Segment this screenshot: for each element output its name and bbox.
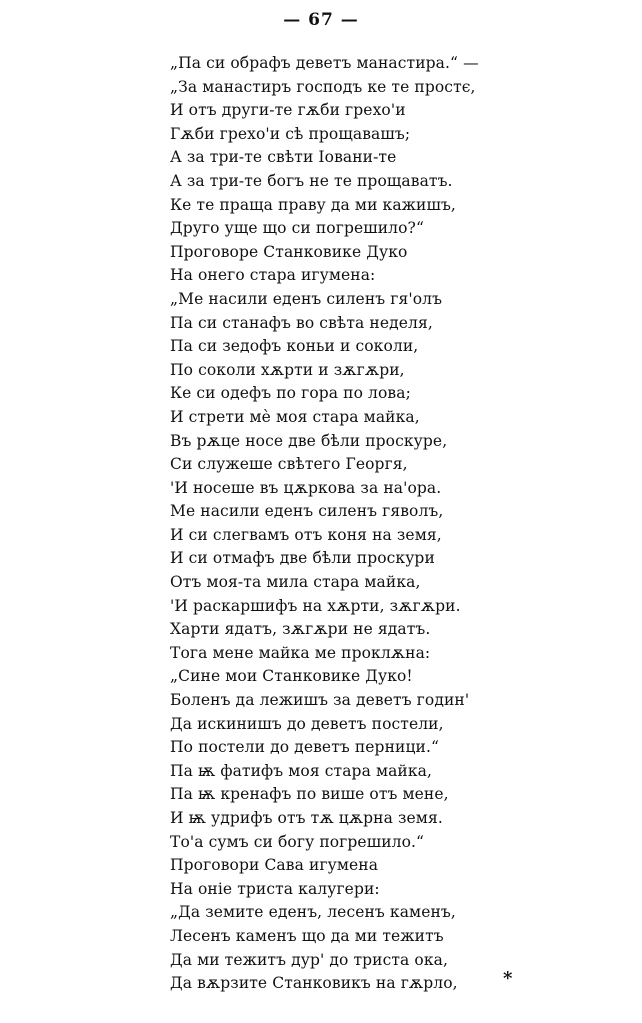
poem-line: Друго уще що си погрешило?“ bbox=[170, 219, 424, 238]
poem-line: Въ рѫце носе две бѣли проскуре, bbox=[170, 431, 448, 450]
footnote-asterisk: * bbox=[503, 968, 513, 989]
poem-line: На онего стара игумена: bbox=[170, 266, 376, 285]
poem-line: Лесенъ каменъ що да ми тежитъ bbox=[170, 926, 444, 945]
poem-line: „Да земите еденъ, лесенъ каменъ, bbox=[170, 903, 456, 922]
poem-line: И ѭ удрифъ отъ тѫ цѫрна земя. bbox=[170, 809, 443, 827]
poem-line: По постели до деветъ перници.“ bbox=[170, 738, 439, 757]
poem-line: И стрети мѐ моя стара майка, bbox=[170, 407, 420, 426]
poem-text bbox=[162, 52, 502, 996]
poem-line: 'И раскаршифъ на хѫрти, зѫгѫри. bbox=[170, 596, 461, 615]
poem-line: А за три-те богъ не те прощаватъ. bbox=[170, 171, 453, 190]
poem-line: Ке си одефъ по гора по лова; bbox=[170, 384, 411, 403]
poem-line: По соколи хѫрти и зѫгѫри, bbox=[170, 360, 405, 379]
poem-line: Па ѭ кренафъ по више отъ мене, bbox=[170, 785, 449, 804]
poem-line: Тога мене майка ме проклѫна: bbox=[170, 643, 431, 662]
poem-line: Проговори Сава игумена bbox=[170, 856, 379, 875]
poem-line: Ке те праща праву да ми кажишъ, bbox=[170, 195, 456, 214]
poem-line: Да вѫрзите Станковикъ на гѫрло, bbox=[170, 974, 458, 993]
poem-line: И си слегвамъ отъ коня на земя, bbox=[170, 525, 442, 544]
poem-line: Па си станафъ во свѣта неделя, bbox=[170, 313, 433, 332]
poem-line: И си отмафъ две бѣли проскури bbox=[170, 549, 435, 568]
page-number: — 67 — bbox=[283, 10, 359, 30]
poem-line: Па ѭ фатифъ моя стара майка, bbox=[170, 761, 433, 780]
poem-line: „За манастиръ господъ ке те простє, bbox=[170, 77, 476, 96]
poem-line: Отъ моя-та мила стара майка, bbox=[170, 573, 421, 592]
poem-line: „Па си обрафъ деветъ манастира.“ — bbox=[170, 54, 479, 72]
poem-line: Ме насили еденъ силенъ гяволъ, bbox=[170, 502, 444, 521]
poem-line: Харти ядатъ, зѫгѫри не ядатъ. bbox=[170, 620, 431, 639]
poem-line: Гѫби грехо'и сѣ прощавашъ; bbox=[170, 124, 411, 143]
poem-line: И отъ други-те гѫби грехо'и bbox=[170, 101, 406, 120]
poem-line: „Сине мои Станковике Дуко! bbox=[170, 667, 413, 686]
poem-line: На оніе триста калугери: bbox=[170, 879, 380, 898]
poem-line: „Ме насили еденъ силенъ гя'олъ bbox=[170, 289, 443, 308]
poem-line: А за три-те свѣти Іовани-те bbox=[170, 148, 397, 167]
poem-line: Проговоре Станковике Дуко bbox=[170, 242, 408, 261]
poem-line: Боленъ да лежишъ за деветъ годин' bbox=[170, 691, 470, 710]
poem-line: Да ми тежитъ дур' до триста ока, bbox=[170, 950, 448, 969]
poem-line: То'а сумъ си богу погрешило.“ bbox=[170, 832, 425, 851]
poem-line: Си служеше свѣтего Георгя, bbox=[170, 455, 408, 474]
poem-line: Да искинишъ до деветъ постели, bbox=[170, 714, 444, 733]
poem-line: Па си зедофъ коньи и соколи, bbox=[170, 337, 419, 356]
poem-line: 'И носеше въ цѫркова за на'ора. bbox=[170, 478, 442, 497]
